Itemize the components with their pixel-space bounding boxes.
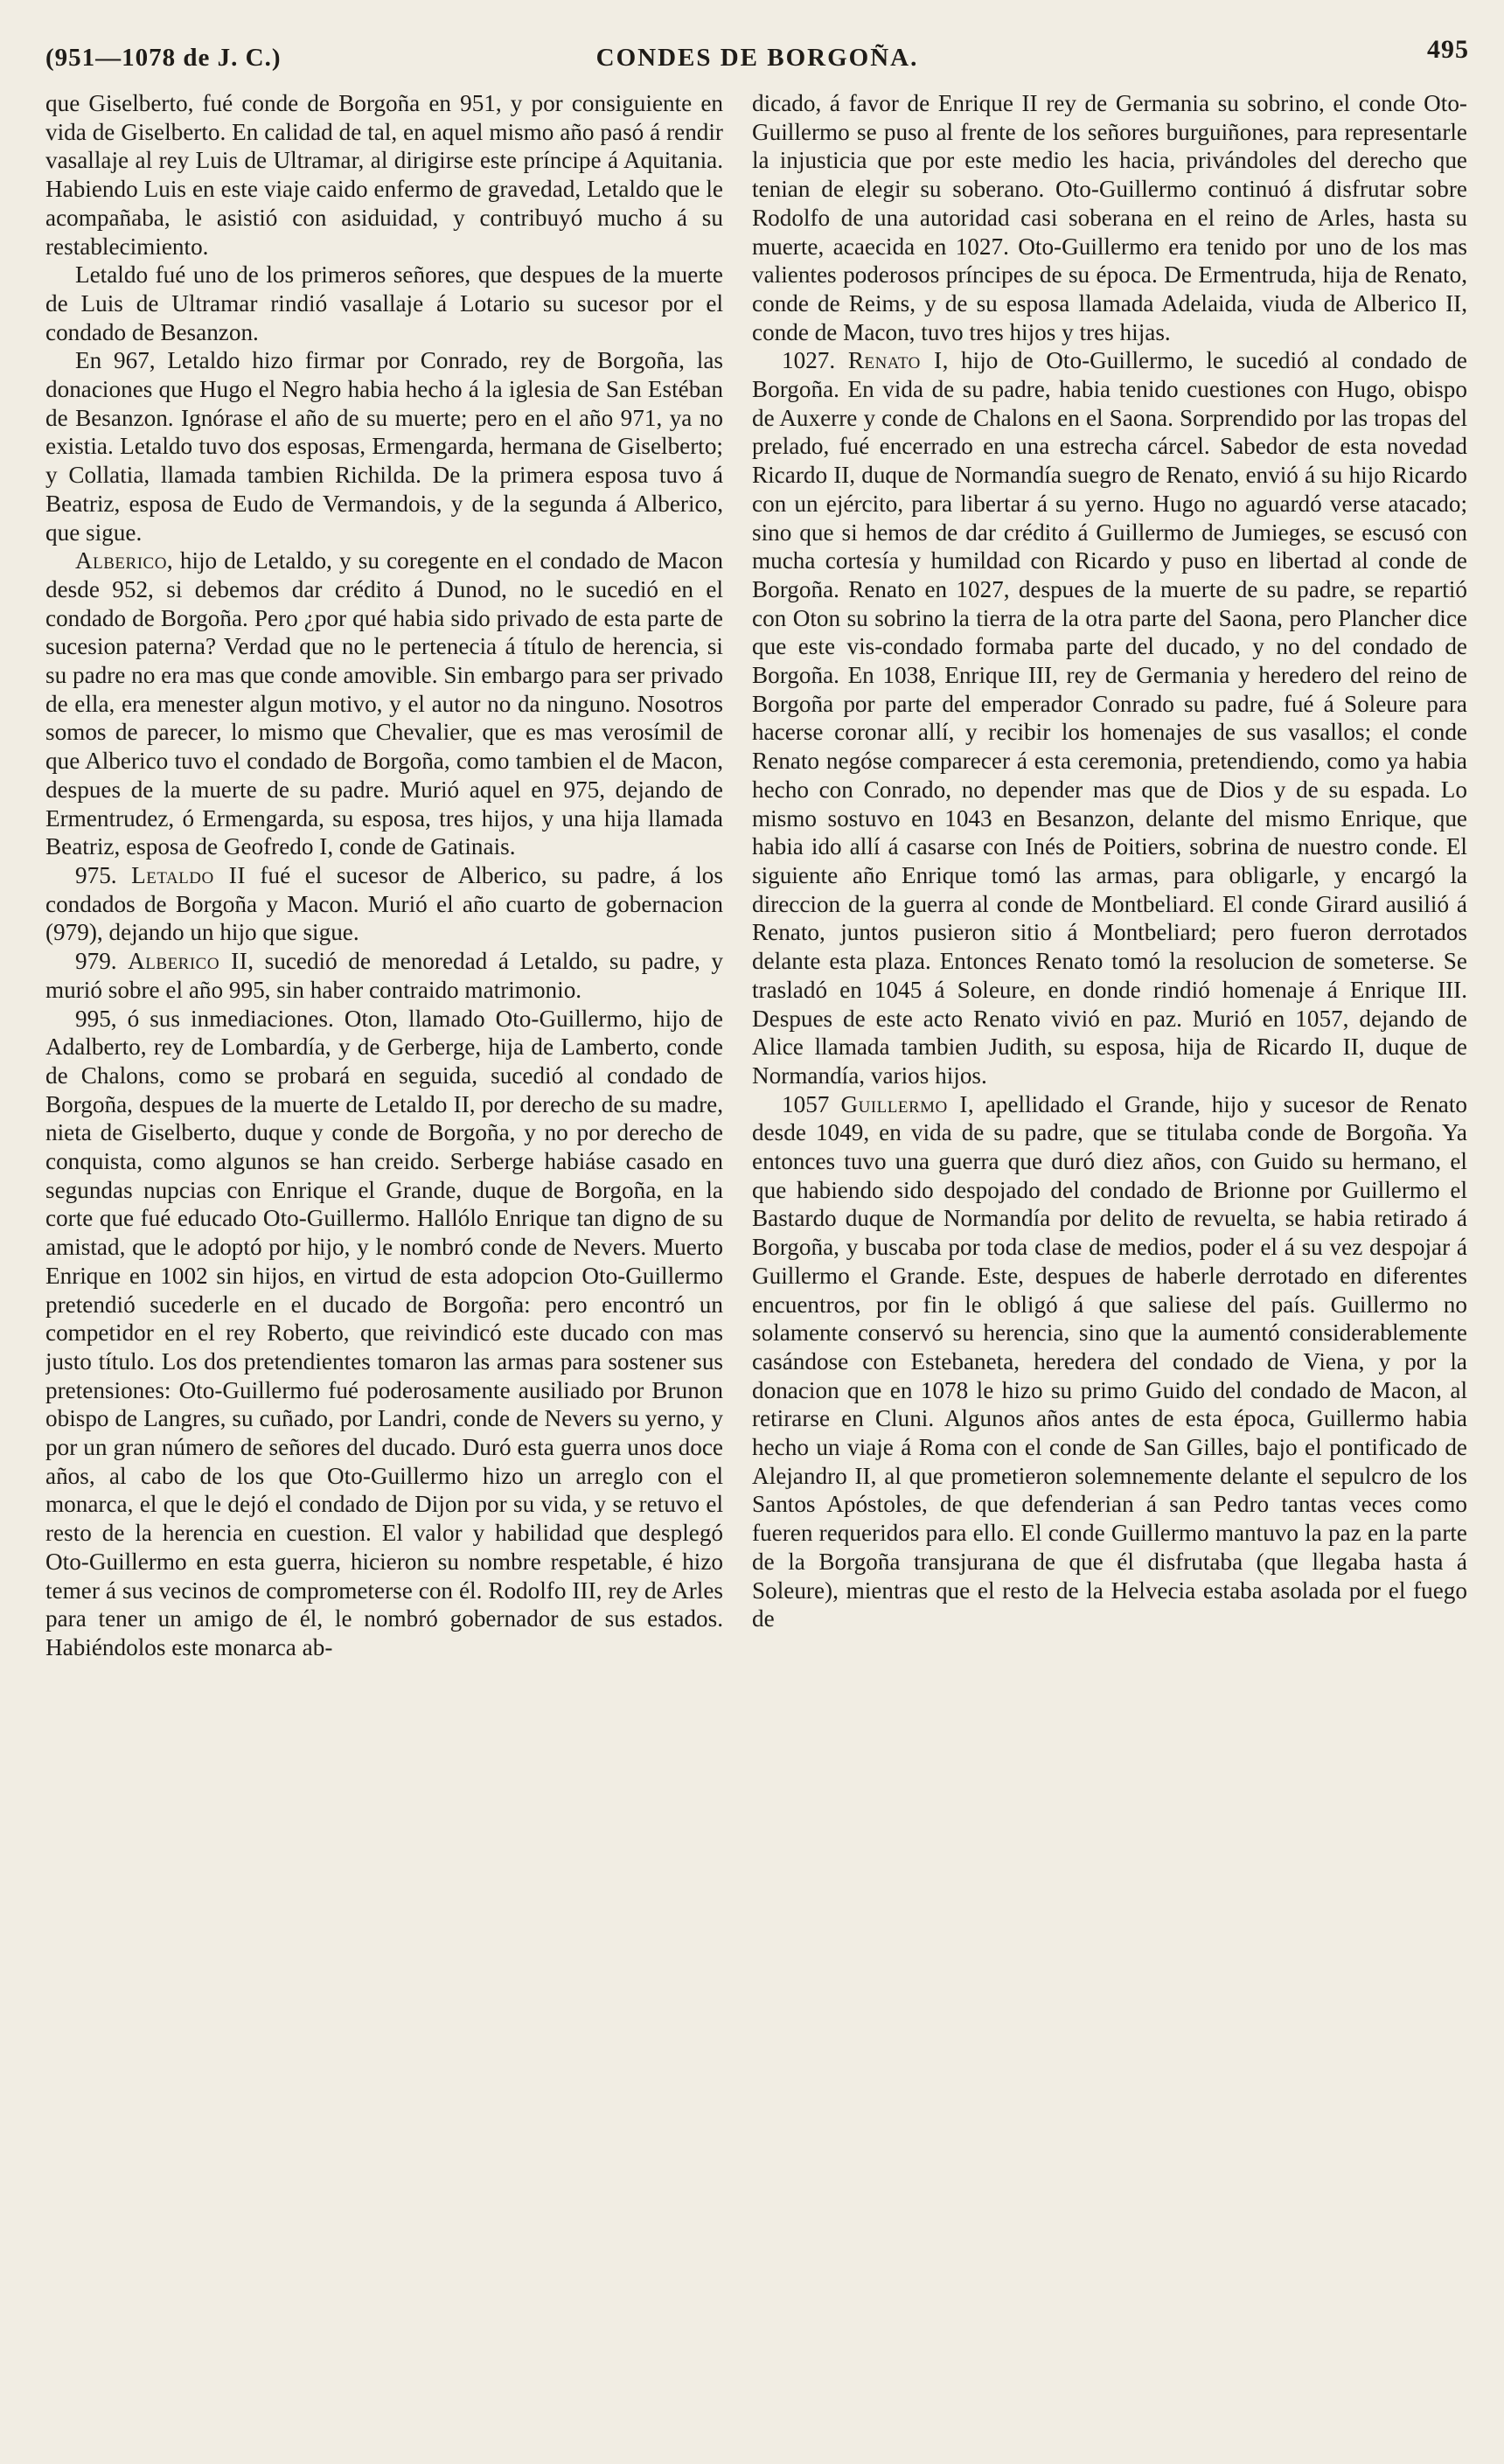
paragraph [752, 346, 1467, 1089]
paragraph-text: , hijo de Oto-Guillermo, le sucedió al condado de Borgoña. En vida de su padre, habia tenido cuestiones con Hugo, obispo de Auxerre y conde de Chalons en el Saona. Sorprendido por las tropas del prelado, fué encerrado en una estrecha cárcel. Sabedor de esta novedad Ricardo II, duque de Normandía suegro de Renato, envió á su hijo Ricardo con un ejército, para libertar á su yerno. Hugo no aguardó verse atacado; sino que si hemos de dar crédito á Guillermo de Jumieges, se escusó con mucha cortesía y humildad con Ricardo y puso en libertad al conde de Borgoña. Renato en 1027, despues de la muerte de su padre, se repartió con Oton su sobrino la tierra de la otra parte del Saona, pero Plancher dice que este vis-condado formaba parte del ducado, y no del condado de Borgoña. En 1038, Enrique III, rey de Germania y heredero del reino de Borgoña por parte del emperador Conrado su padre, fué á Soleure para hacerse coronar allí, y recibir los homenajes de sus vasallos; el conde Renato negóse comparecer á esta ceremonia, pretendiendo, como ya habia hecho con Conrado, no depender mas que de Dios y de su espada. Lo mismo sostuvo en 1043 en Besanzon, delante del mismo Enrique, que habia ido allí á casarse con Inés de Poitiers, sobrina de nuestro conde. El siguiente año Enrique tomó las armas, para obligarle, y encargó la direccion de la guerra al conde de Montbeliard. El conde Girard ausilió á Renato, juntos pusieron sitio á Montbeliard; pero fueron derrotados delante esta plaza. Entonces Renato tomó la resolucion de someterse. Se trasladó en 1045 á Soleure, en donde rindió homenaje á Enrique III. Despues de este acto Renato vivió en paz. Murió en 1057, dejando de Alice llamada tambien Judith, su esposa, hija de Ricardo II, duque de Normandía, varios hijos. [752, 347, 1467, 1089]
paragraph [752, 1090, 1467, 1633]
page-number: 495 [1427, 35, 1469, 64]
paragraph-text: , hijo de Letaldo, y su coregente en el condado de Macon desde 952, si debemos dar crédito á Dunod, no le sucedió en el condado de Borgoña. Pero ¿por qué habia sido privado de esta parte de sucesion paterna? Verdad que no le pertenecia á título de herencia, si su padre no era mas que conde amovible. Sin embargo para ser privado de ella, era menester algun motivo, y el autor no da ninguno. Nosotros somos de parecer, lo mismo que Chevalier, que es mas verosímil de que Alberico tuvo el condado de Borgoña, como tambien el de Macon, despues de la muerte de su padre. Murió aquel en 975, dejando de Ermentrudez, ó Ermengarda, su esposa, tres hijos, y una hija llamada Beatriz, esposa de Geofredo I, conde de Gatinais. [45, 547, 723, 860]
paragraph-text: dicado, á favor de Enrique II rey de Germania su sobrino, el conde Oto-Guillermo se puso al frente de los señores burguiñones, para representarle la injusticia que por este medio les hacia, privándoles del derecho que tenian de elegir su soberano. Oto-Guillermo continuó á disfrutar sobre Rodolfo de una autoridad casi soberana en el reino de Arles, hasta su muerte, acaecida en 1027. Oto-Guillermo era tenido por uno de los mas valientes poderosos príncipes de su época. De Ermentruda, hija de Renato, conde de Reims, y de su esposa llamada Adelaida, viuda de Alberico II, conde de Macon, tuvo tres hijos y tres hijas. [752, 90, 1467, 345]
entry-year: 1057 [782, 1090, 841, 1117]
entry-year: 975. [75, 861, 132, 888]
paragraph-text: , apellidado el Grande, hijo y sucesor de Renato desde 1049, en vida de su padre, que se titulaba conde de Borgoña. Ya entonces tuvo una guerra que duró diez años, con Guido su hermano, el que habiendo sido despojado del condado de Brionne por Guillermo el Bastardo duque de Normandía por delito de revuelta, se habia retirado á Borgoña, y buscaba por toda clase de medios, poder el á su vez despojar á Guillermo el Grande. Este, despues de haberle derrotado en diferentes encuentros, por fin le obligó á que saliese del país. Guillermo no solamente conservó su herencia, sino que la aumentó considerablemente casándose con Estebaneta, heredera del condado de Viena, y por la donacion que en 1078 le hizo su primo Guido del condado de Macon, al retirarse en Cluni. Algunos años antes de esta época, Guillermo habia hecho un viaje á Roma con el conde de San Gilles, bajo el pontificado de Alejandro II, al que prometieron solemnemente delante el sepulcro de los Santos Apóstoles, de que defenderian á san Pedro tantas veces como fueren requeridos para ello. El conde Guillermo mantuvo la paz en la parte de la Borgoña transjurana de que él disfrutaba (que llegaba hasta á Soleure), mientras que el resto de la Helvecia estaba asolada por el fuego de [752, 1090, 1467, 1632]
paragraph [45, 346, 723, 546]
entry-name: Guillermo I [840, 1090, 968, 1117]
paragraph-text: que Giselberto, fué conde de Borgoña en 951, y por consiguiente en vida de Giselberto. En calidad de tal, en aquel mismo año pasó á rendir vasallaje al rey Luis de Ultramar, al dirigirse este príncipe á Aquitania. Habiendo Luis en este viaje caido enfermo de gravedad, Letaldo que le acompañaba, le asistió con asiduidad, y contribuyó mucho á su restablecimiento. [45, 90, 723, 260]
paragraph-text: fué el sucesor de Alberico, su padre, á los condados de Borgoña y Macon. Murió el año cuarto de gobernacion (979), dejando un hijo que sigue. [45, 861, 723, 946]
entry-year: 1027. [782, 347, 848, 374]
paragraph [45, 861, 723, 947]
entry-year: 979. [75, 948, 129, 975]
page-title: CONDES DE BORGOÑA. [595, 44, 919, 72]
paragraph-text: 995, ó sus inmediaciones. Oton, llamado Oto-Guillermo, hijo de Adalberto, rey de Lombardía, y de Gerberge, hija de Lamberto, conde de Chalons, como se probará en seguida, sucedió al condado de Borgoña, despues de la muerte de Letaldo II, por derecho de su madre, nieta de Giselberto, duque y conde de Borgoña, y no por derecho de conquista, como algunos se han creido. Serberge habiáse casado en segundas nupcias con Enrique el Grande, duque de Borgoña, en la corte que fué educado Oto-Guillermo. Hallólo Enrique tan digno de su amistad, que le adoptó por hijo, y le nombró conde de Nevers. Muerto Enrique en 1002 sin hijos, en virtud de esta adopcion Oto-Guillermo pretendió sucederle en el ducado de Borgoña: pero encontró un competidor en el rey Roberto, que reivindicó este ducado con mas justo título. Los dos pretendientes tomaron las armas para sostener sus pretensiones: Oto-Guillermo fué poderosamente ausiliado por Brunon obispo de Langres, su cuñado, por Landri, conde de Nevers su yerno, y por un gran número de señores del ducado. Duró esta guerra unos doce años, al cabo de los que Oto-Guillermo hizo un arreglo con el monarca, el que le dejó el condado de Dijon por su vida, y se retuvo el resto de la herencia en cuestion. El valor y habilidad que desplegó Oto-Guillermo en esta guerra, hicieron su nombre respetable, é hizo temer á sus vecinos de comprometerse con él. Rodolfo III, rey de Arles para tener un amigo de él, le nombró gobernador de sus estados. Habiéndolos este monarca ab- [45, 1005, 723, 1660]
paragraph-text: Letaldo fué uno de los primeros señores, que despues de la muerte de Luis de Ultramar rindió vasallaje á Lotario su sucesor por el condado de Besanzon. [45, 261, 723, 345]
right-column [752, 89, 1467, 2441]
paragraph [45, 89, 723, 261]
left-column [45, 89, 723, 2441]
paragraph [45, 947, 723, 1004]
entry-name: Alberico II [128, 948, 248, 975]
entry-name: Alberico [75, 547, 167, 574]
paragraph [752, 89, 1467, 346]
entry-name: Renato I [847, 347, 943, 374]
date-range: (951—1078 de J. C.) [45, 44, 282, 72]
paragraph-text: En 967, Letaldo hizo firmar por Conrado, rey de Borgoña, las donaciones que Hugo el Negro habia hecho á la iglesia de San Estéban de Besanzon. Ignórase el año de su muerte; pero en el año 971, ya no existia. Letaldo tuvo dos esposas, Ermengarda, hermana de Giselberto; y Collatia, llamada tambien Richilda. De la primera esposa tuvo á Beatriz, esposa de Eudo de Vermandois, y de la segunda á Alberico, que sigue. [45, 347, 723, 546]
paragraph-text: , sucedió de menoredad á Letaldo, su padre, y murió sobre el año 995, sin haber contraido matrimonio. [45, 948, 723, 1003]
entry-name: Letaldo II [131, 861, 246, 888]
running-head [45, 31, 1469, 84]
paragraph [45, 546, 723, 861]
paragraph [45, 1005, 723, 1662]
paragraph [45, 261, 723, 346]
